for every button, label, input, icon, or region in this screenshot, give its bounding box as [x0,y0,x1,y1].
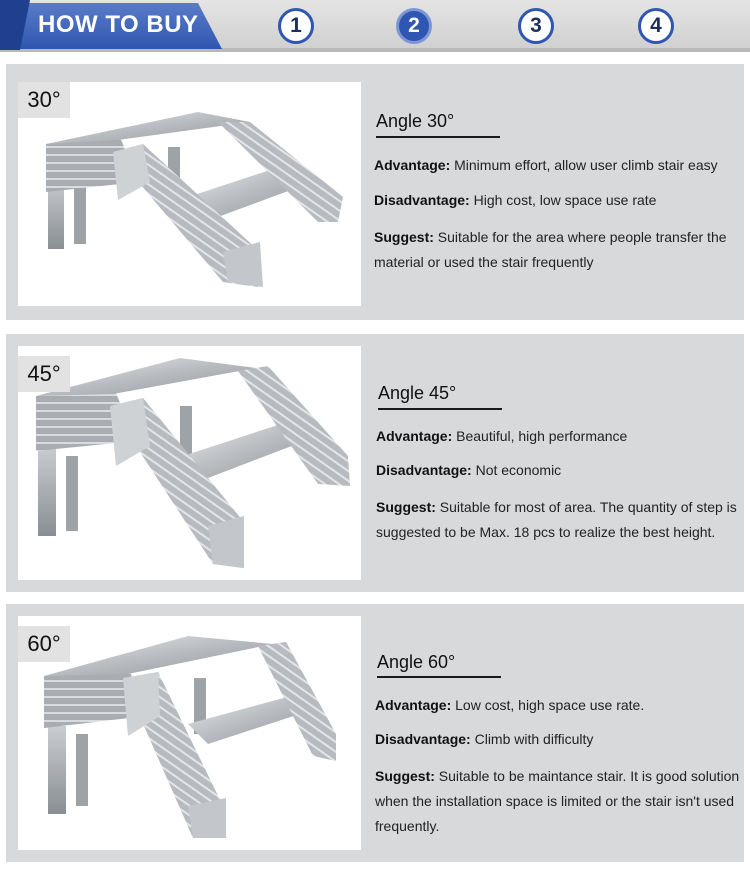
suggest-text-2: material or used the stair frequently [374,254,594,270]
advantage-label: Advantage: [374,157,451,173]
disadvantage-label: Disadvantage: [376,462,472,478]
angle-45-panel [6,334,744,592]
advantage-text: Beautiful, high performance [456,428,628,444]
angle-30-panel [6,64,744,320]
suggest-label: Suggest: [375,768,435,784]
panel-title: Angle 45° [378,383,457,403]
advantage-text: Minimum effort, allow user climb stair easy [454,157,718,173]
disadvantage-label: Disadvantage: [375,731,471,747]
suggest-label: Suggest: [376,499,436,515]
advantage-line [376,424,746,449]
angle-60-panel [6,604,744,862]
disadvantage-line [376,458,746,483]
title-underline [378,408,502,410]
suggest-text-1: Suitable to be maintance stair. It is good solution [438,768,740,784]
title-underline [377,676,501,678]
degree-badge: 60° [18,626,70,662]
disadvantage-text: Climb with difficulty [474,731,594,747]
suggest-label: Suggest: [374,229,434,245]
suggest-block [376,495,746,545]
advantage-label: Advantage: [376,428,453,444]
step-1[interactable]: 1 [278,8,314,44]
advantage-label: Advantage: [375,697,452,713]
disadvantage-label: Disadvantage: [374,192,470,208]
disadvantage-line [375,727,745,752]
step-4[interactable]: 4 [638,8,674,44]
how-to-buy-label: HOW TO BUY [38,11,199,38]
suggest-text-1: Suitable for most of area. The quantity of step is [439,499,737,515]
panel-title: Angle 30° [376,111,455,131]
step-3[interactable]: 3 [518,8,554,44]
panel-title: Angle 60° [377,652,456,672]
suggest-text-2: when the installation space is limited or the stair isn't used [375,793,735,809]
suggest-text-2: suggested to be Max. 18 pcs to realize the best height. [376,524,716,540]
suggest-block [375,764,745,839]
degree-badge: 30° [18,82,70,118]
degree-badge: 45° [18,356,70,392]
advantage-text: Low cost, high space use rate. [455,697,645,713]
disadvantage-text: Not economic [475,462,562,478]
suggest-block [374,225,744,275]
disadvantage-text: High cost, low space use rate [473,192,657,208]
disadvantage-line [374,188,744,213]
title-underline [376,136,500,138]
advantage-line [374,153,744,178]
suggest-text-1: Suitable for the area where people transfer the [437,229,727,245]
header-bar [0,0,750,52]
advantage-line [375,693,745,718]
step-2-active[interactable]: 2 [396,8,432,44]
suggest-text-3: frequently. [375,818,440,834]
